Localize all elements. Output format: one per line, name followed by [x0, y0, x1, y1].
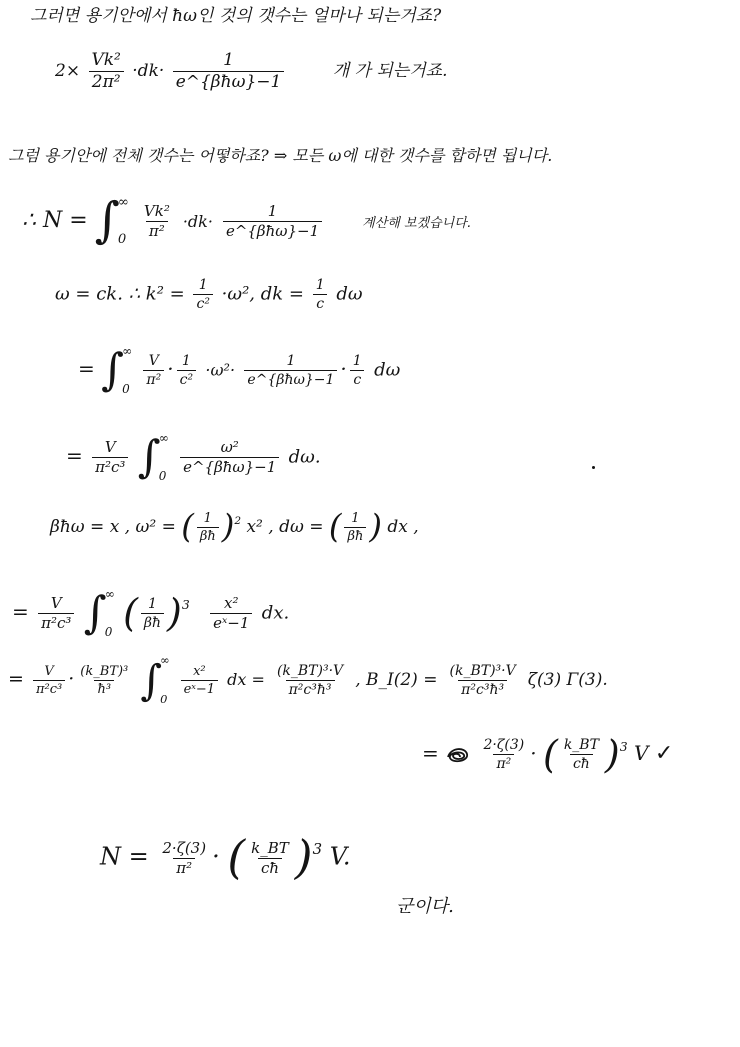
- n-lhs: ∴ N =: [22, 208, 88, 233]
- final-frac-1: $\frac{2\cdot\zeta(3)}{\text{π²}}$: [162, 838, 207, 877]
- paren-close: ): [221, 507, 235, 546]
- stray-dot: [592, 466, 595, 469]
- count-frac-1: $\frac{\text{Vk²}}{\text{2π²}}$: [88, 52, 123, 91]
- step-3-line: = $\frac{V}{\text{π²c³}}$ ∫ ∞ 0 $\frac{\text{ω²}}{\text{e\textasciicircum{}\{βħω\}−1}}$ dω.: [66, 431, 321, 483]
- paren-open-5: (: [227, 831, 246, 884]
- integral-limits-1: ∞ 0: [117, 195, 129, 247]
- n-note: 계산해 보겠습니다.: [362, 216, 471, 231]
- step5-frac-1: $\frac{V}{\text{π²c³}}$: [33, 665, 65, 696]
- count-suffix: 개 가 되는거죠.: [332, 61, 448, 81]
- total-question-text: 그럼 용기안에 전체 갯수는 어떻하죠? ⇒ 모든 ω에 대한 갯수를 합하면 됩니다.: [8, 146, 553, 165]
- n-frac-1: $\frac{\text{Vk²}}{\text{π²}}$: [143, 201, 170, 240]
- question-text: 그러면 용기안에서 ħω인 것의 갯수는 얼마나 되는거죠?: [30, 6, 442, 26]
- integral-sign-5: ∫: [140, 655, 163, 705]
- integral-sign-4: ∫: [83, 587, 107, 639]
- paren-open-3: (: [123, 590, 138, 635]
- step5-frac-2: $\frac{\text{(k\_BT)³}}{\text{ħ³}}$: [80, 663, 129, 697]
- step5-frac-5: $\frac{\text{(k\_BT)³·V}}{\text{π²c³ħ³}}$: [449, 662, 516, 698]
- subst1-frac-2: $\frac{1}{c}$: [313, 278, 328, 311]
- step3-frac-1: $\frac{V}{\text{π²c³}}$: [92, 440, 128, 475]
- step2-frac-3: $\frac{1}{\text{e\textasciicircum{}\{βħω\}−1}}$: [244, 354, 337, 387]
- subst2-frac-1: $\frac{1}{\beta ħ}$: [197, 512, 219, 543]
- check-mark-icon: ✓: [654, 741, 674, 766]
- question-line: [30, 8, 441, 25]
- paren-close-5: ): [294, 831, 313, 884]
- integral-limits-3: ∞ 0: [158, 431, 169, 483]
- integral-limits-5: ∞ 0: [160, 653, 170, 706]
- count-frac-2: $\frac{1}{\text{e\textasciicircum{}\{βħω\}−1}}$: [173, 52, 285, 91]
- scribble-mark: [445, 745, 471, 765]
- step-5-line: = $\frac{V}{\text{π²c³}}$ · $\frac{\text{(k\_BT)³}}{\text{ħ³}}$ ∫ ∞ 0 $\frac{\text{x²}}{\text{eˣ−1}}$ dx = $\frac{\text{(k\_BT)³·V}}{\text{π²c³ħ³}}$ , B_I(2) = $\frac{\text{(k\_BT)³·V}}{\text{π²c³ħ³}}$ ζ(3) Γ(3).: [8, 653, 608, 706]
- paren-open-2: (: [328, 507, 342, 546]
- integral-sign-3: ∫: [137, 431, 161, 483]
- mode-count-line: [55, 52, 447, 91]
- total-question-line: [8, 148, 552, 164]
- paren-close-3: ): [167, 590, 182, 635]
- step6-frac-1: $\frac{2\cdot\zeta(3)}{\text{π²}}$: [483, 737, 525, 772]
- substitution-2-line: βħω = x , ω² = ( $\frac{1}{\beta ħ}$ )$^2$ x² , dω = ( $\frac{1}{\beta ħ}$ ) dx ,: [50, 507, 419, 546]
- step4-frac-1: $\frac{V}{\text{π²c³}}$: [38, 596, 74, 631]
- integral-limits-2: ∞ 0: [122, 344, 133, 396]
- step2-frac-2: $\frac{1}{\text{c²}}$: [177, 354, 196, 387]
- step3-frac-2: $\frac{\text{ω²}}{\text{e\textasciicircum{}\{βħω\}−1}}$: [180, 440, 279, 475]
- final-paren-frac: $\frac{k\_BT}{cħ}$: [251, 838, 289, 877]
- step4-paren-frac: $\frac{1}{\beta ħ}$: [141, 597, 164, 630]
- step2-frac-1: $\frac{V}{\text{π²}}$: [143, 354, 164, 387]
- n-integral-line: ∴ N = ∫ ∞ 0 $\frac{\text{Vk²}}{\text{π²}}$ ·dk· $\frac{1}{\text{e\textasciicircum{}\{βħω\}−1}}$ 계산해 보겠습니다.: [22, 192, 471, 249]
- paren-close-2: ): [369, 507, 382, 546]
- final-result-line: N = $\frac{2\cdot\zeta(3)}{\text{π²}}$ · ( $\frac{k\_BT}{cħ}$ )$^3$ V.: [100, 831, 351, 884]
- paren-open: (: [181, 507, 194, 546]
- integral-sign-1: ∫: [94, 192, 120, 249]
- step-2-line: = ∫ ∞ 0 $\frac{V}{\text{π²}}$ · $\frac{1}{\text{c²}}$ ·ω²· $\frac{1}{\text{e\textasciicircum{}\{βħω\}−1}}$ · $\frac{1}{c}$ dω: [78, 344, 401, 396]
- integral-sign-2: ∫: [101, 344, 125, 396]
- n-frac-2: $\frac{1}{\text{e\textasciicircum{}\{βħω\}−1}}$: [223, 204, 322, 239]
- step4-frac-2: $\frac{\text{x²}}{\text{eˣ−1}}$: [210, 596, 252, 631]
- substitution-1-line: ω = ck. ∴ k² = $\frac{1}{\text{c²}}$ ·ω², dk = $\frac{1}{c}$ dω: [55, 277, 363, 312]
- step2-frac-4: $\frac{1}{c}$: [350, 354, 365, 387]
- count-mid: ·dk·: [132, 61, 165, 81]
- paren-close-4: ): [604, 732, 620, 777]
- paren-open-4: (: [542, 732, 558, 777]
- closing-line: 군이다.: [396, 896, 454, 917]
- step5-frac-4: $\frac{\text{(k\_BT)³·V}}{\text{π²c³ħ³}}$: [276, 662, 344, 698]
- step-6-line: = $\frac{2\cdot\zeta(3)}{\text{π²}}$ · ( $\frac{k\_BT}{cħ}$ )$^3$ V ✓: [422, 732, 674, 777]
- step5-frac-3: $\frac{\text{x²}}{\text{eˣ−1}}$: [181, 665, 218, 696]
- integral-limits-4: ∞ 0: [104, 587, 115, 639]
- subst1-frac: $\frac{1}{\text{c²}}$: [193, 278, 212, 311]
- step6-paren-frac: $\frac{k\_BT}{cħ}$: [563, 737, 599, 772]
- count-prefix: 2×: [55, 61, 81, 81]
- subst2-frac-2: $\frac{1}{\beta ħ}$: [344, 512, 366, 543]
- step-4-line: = $\frac{V}{\text{π²c³}}$ ∫ ∞ 0 ( $\frac{1}{\beta ħ}$ )$^3$ $\frac{\text{x²}}{\text{eˣ−1}}$ dx.: [12, 587, 290, 639]
